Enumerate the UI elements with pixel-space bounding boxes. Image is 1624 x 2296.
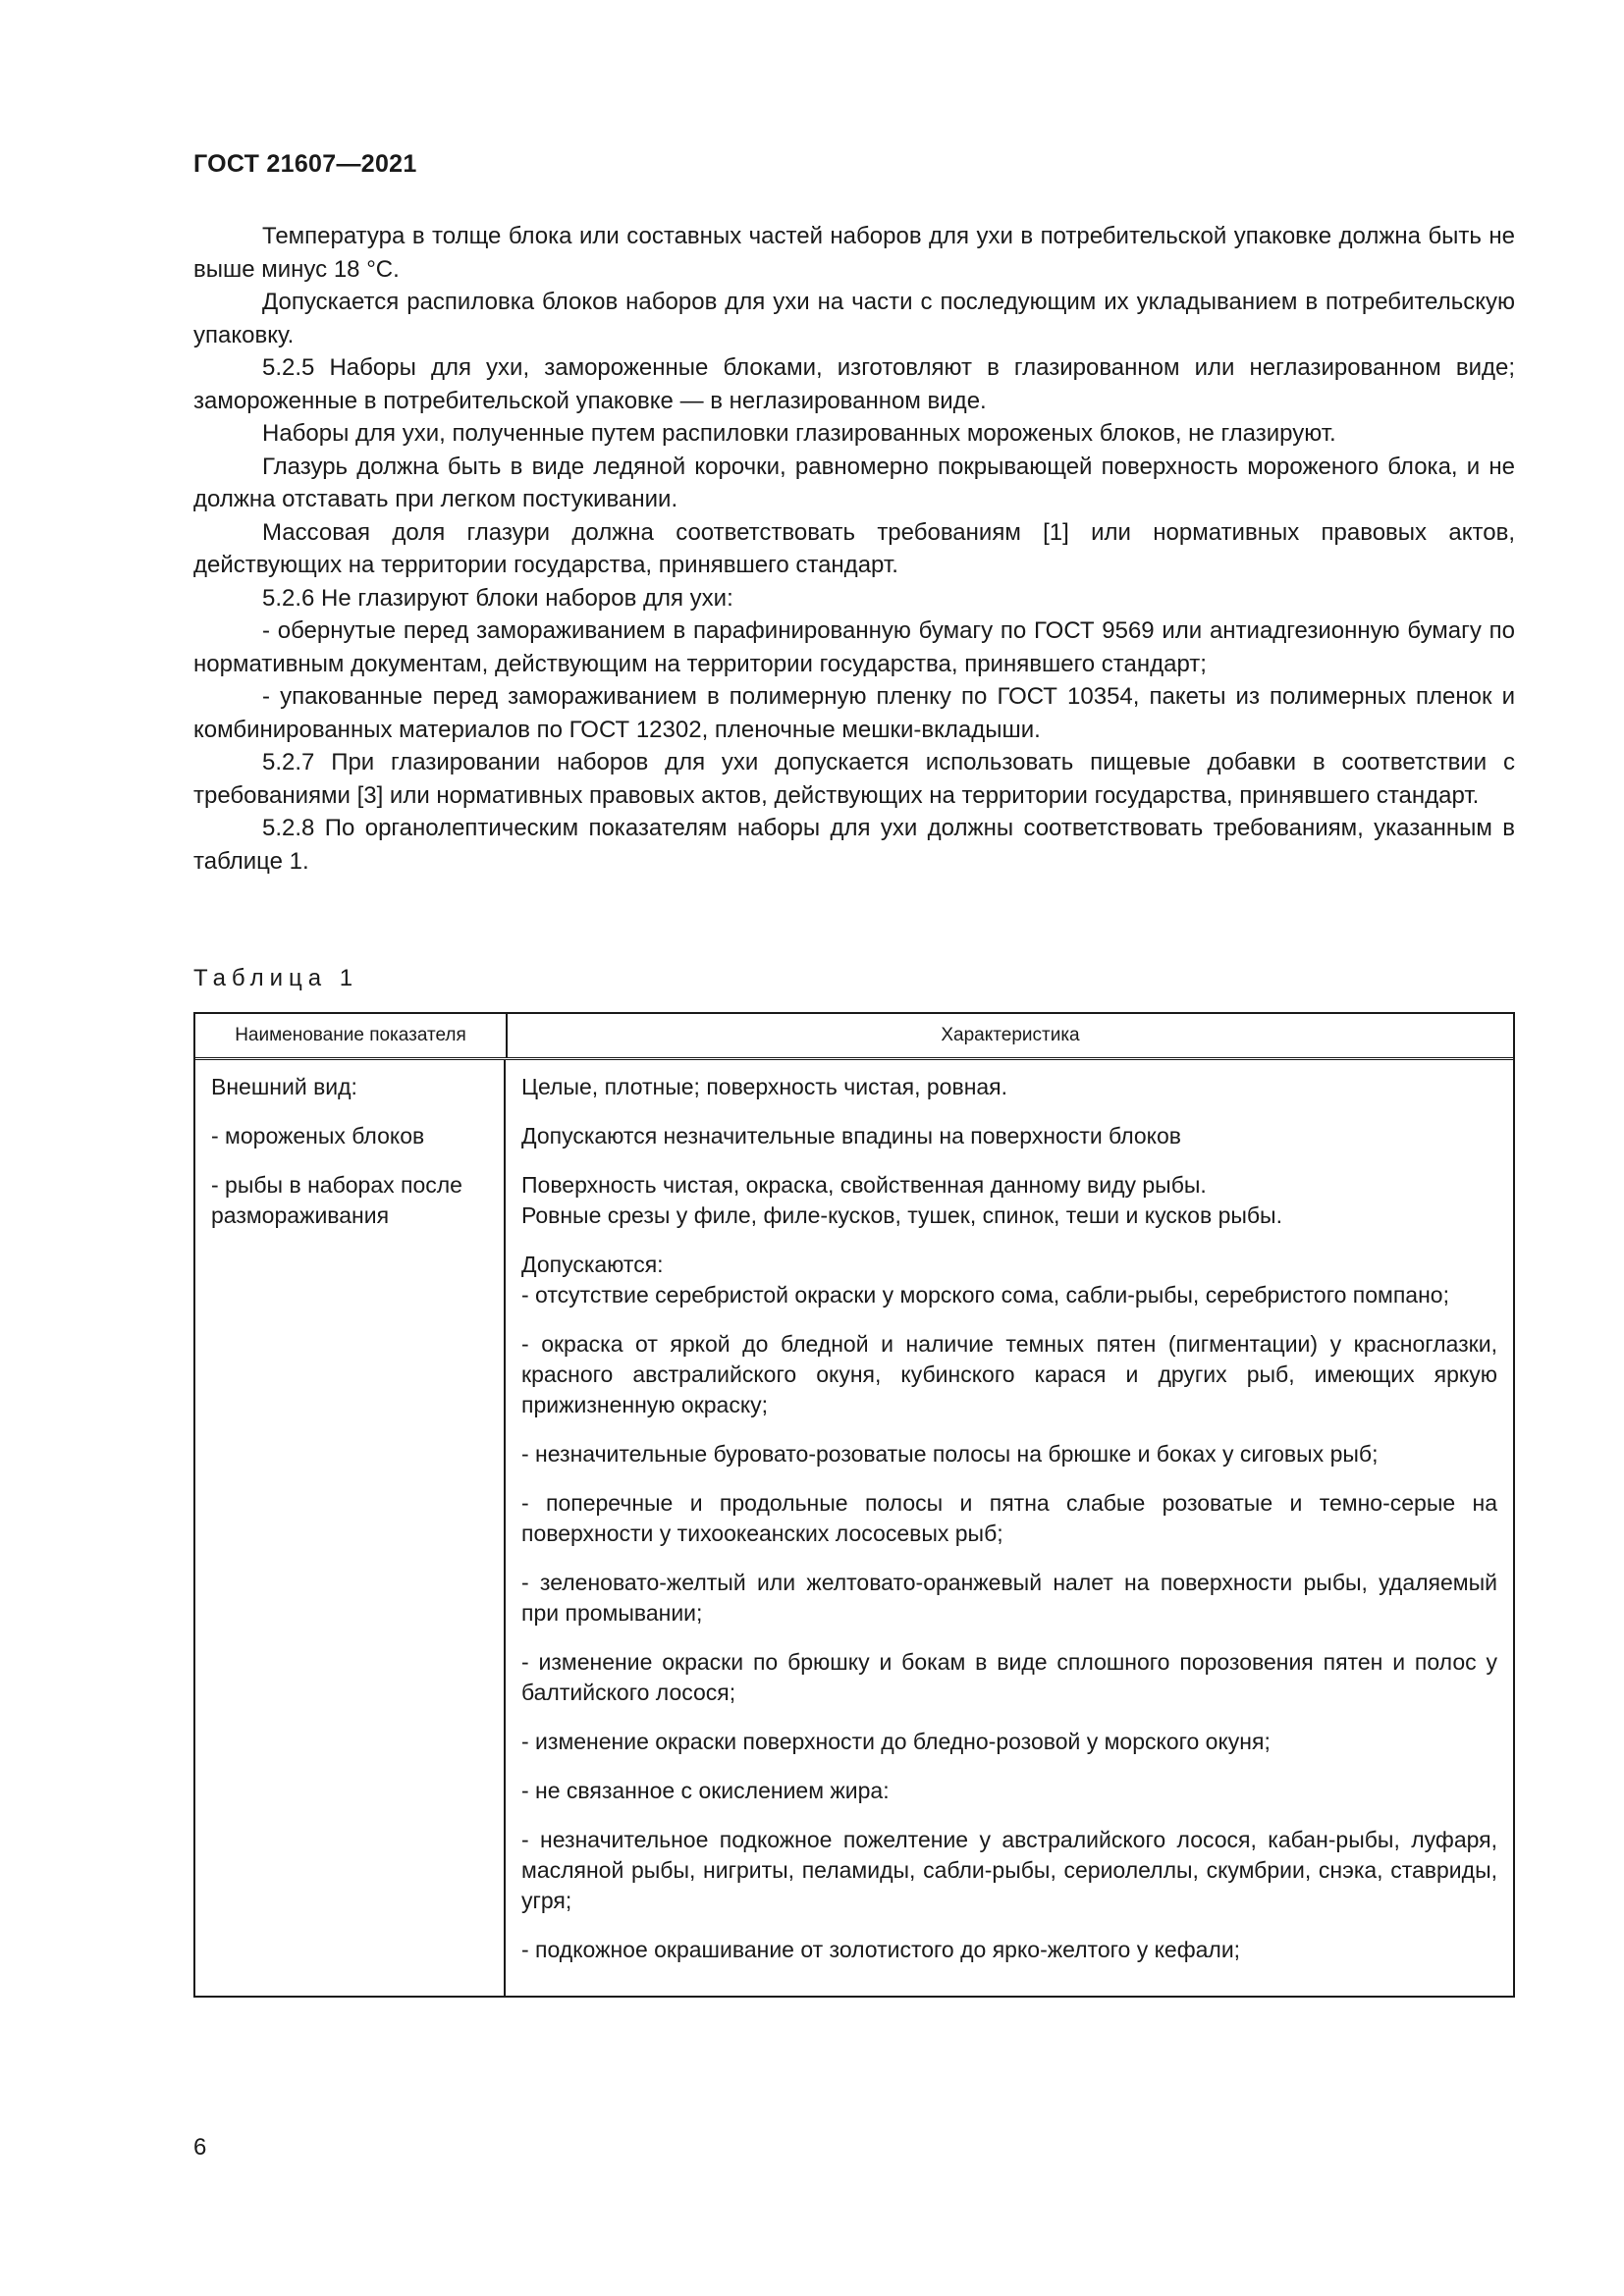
characteristic-line: - окраска от яркой до бледной и наличие темных пятен (пигментации) у красноглазки, красного австралийского окуня, кубинского карася и других рыб, имеющих яркую прижизненную окраску; xyxy=(521,1331,1497,1417)
paragraph: 5.2.6 Не глазируют блоки наборов для ухи: xyxy=(262,584,733,612)
characteristic-cell xyxy=(521,1329,1497,1420)
organoleptic-table xyxy=(193,1012,1515,1998)
paragraph: Температура в толще блока или составных частей наборов для ухи в потребительской упаковке должна быть не выше минус 18 °С. xyxy=(193,223,1515,283)
characteristic-line: - незначительное подкожное пожелтение у австралийского лосося, кабан-рыбы, луфаря, масляной рыбы, нигриты, пеламиды, сабли-рыбы, сериолеллы, скумбрии, снэка, ставриды, угря; xyxy=(521,1827,1497,1913)
characteristic-cell xyxy=(521,1488,1497,1549)
characteristic-line: - изменение окраски поверхности до бледно-розовой у морского окуня; xyxy=(521,1729,1271,1754)
characteristic-cell xyxy=(521,1727,1497,1757)
characteristic-line: Ровные срезы у филе, филе-кусков, тушек, спинок, теши и кусков рыбы. xyxy=(521,1202,1282,1228)
paragraph: 5.2.7 При глазировании наборов для ухи допускается использовать пищевые добавки в соответствии с требованиями [3] или нормативных правовых актов, действующих на территории государства, принявшего стандарт. xyxy=(193,749,1515,809)
paragraph: Наборы для ухи, полученные путем распиловки глазированных мороженых блоков, не глазируют. xyxy=(262,420,1336,447)
paragraph: Допускается распиловка блоков наборов для ухи на части с последующим их укладыванием в потребительскую упаковку. xyxy=(193,289,1515,348)
indicator-cell: - рыбы в наборах после размораживания xyxy=(211,1172,462,1228)
characteristic-line: Допускаются незначительные впадины на поверхности блоков xyxy=(521,1123,1181,1148)
table-body xyxy=(195,1060,1513,1996)
column-header-indicator: Наименование показателя xyxy=(195,1014,508,1057)
characteristic-cell xyxy=(521,1439,1497,1469)
characteristic-cell xyxy=(521,1170,1497,1231)
column-header-characteristic: Характеристика xyxy=(941,1025,1080,1045)
characteristic-cell xyxy=(521,1072,1497,1102)
paragraph: - упакованные перед замораживанием в полимерную пленку по ГОСТ 10354, пакеты из полимерных пленок и комбинированных материалов по ГОСТ 12302, пленочные мешки-вкладыши. xyxy=(193,683,1515,743)
characteristic-cell xyxy=(521,1568,1497,1629)
indicator-cell: - мороженых блоков xyxy=(211,1123,425,1148)
characteristic-line: - незначительные буровато-розоватые полосы на брюшке и боках у сиговых рыб; xyxy=(521,1441,1379,1467)
page-number: 6 xyxy=(193,2134,207,2161)
paragraph: - обернутые перед замораживанием в парафинированную бумагу по ГОСТ 9569 или антиадгезионную бумагу по нормативным документам, действующим на территории государства, принявшего стандарт; xyxy=(193,617,1515,677)
paragraph: 5.2.5 Наборы для ухи, замороженные блоками, изготовляют в глазированном или неглазированном виде; замороженные в потребительской упаковке — в неглазированном виде. xyxy=(193,354,1515,414)
characteristic-cell xyxy=(521,1647,1497,1708)
characteristic-cell xyxy=(521,1250,1497,1310)
indicator-column xyxy=(195,1060,506,1996)
characteristic-cell xyxy=(521,1825,1497,1916)
characteristic-line: Допускаются: xyxy=(521,1252,664,1277)
paragraph: 5.2.8 По органолептическим показателям наборы для ухи должны соответствовать требованиям, указанным в таблице 1. xyxy=(193,815,1515,875)
characteristic-cell xyxy=(521,1121,1497,1151)
characteristic-cell xyxy=(521,1776,1497,1806)
characteristic-line: - подкожное окрашивание от золотистого до ярко-желтого у кефали; xyxy=(521,1937,1241,1962)
paragraph: Массовая доля глазури должна соответствовать требованиям [1] или нормативных правовых актов, действующих на территории государства, принявшего стандарт. xyxy=(193,518,1515,578)
characteristic-line: - отсутствие серебристой окраски у морского сома, сабли-рыбы, серебристого помпано; xyxy=(521,1282,1449,1308)
table-header-row xyxy=(195,1014,1513,1060)
characteristic-line: Целые, плотные; поверхность чистая, ровная. xyxy=(521,1074,1008,1099)
characteristic-line: - зеленовато-желтый или желтовато-оранжевый налет на поверхности рыбы, удаляемый при промывании; xyxy=(521,1570,1497,1626)
characteristic-line: - не связанное с окислением жира: xyxy=(521,1778,890,1803)
body-text xyxy=(193,220,1515,878)
characteristic-line: Поверхность чистая, окраска, свойственная данному виду рыбы. xyxy=(521,1172,1207,1198)
characteristic-column xyxy=(506,1060,1513,1996)
characteristic-line: - поперечные и продольные полосы и пятна слабые розоватые и темно-серые на поверхности у тихоокеанских лососевых рыб; xyxy=(521,1490,1497,1546)
document-header: ГОСТ 21607—2021 xyxy=(193,150,417,178)
characteristic-line: - изменение окраски по брюшку и бокам в виде сплошного порозовения пятен и полос у балтийского лосося; xyxy=(521,1649,1497,1705)
indicator-cell: Внешний вид: xyxy=(211,1074,357,1099)
table-caption: Таблица 1 xyxy=(193,965,359,991)
characteristic-cell xyxy=(521,1935,1497,1965)
paragraph: Глазурь должна быть в виде ледяной корочки, равномерно покрывающей поверхность мороженого блока, и не должна отставать при легком постукивании. xyxy=(193,453,1515,512)
